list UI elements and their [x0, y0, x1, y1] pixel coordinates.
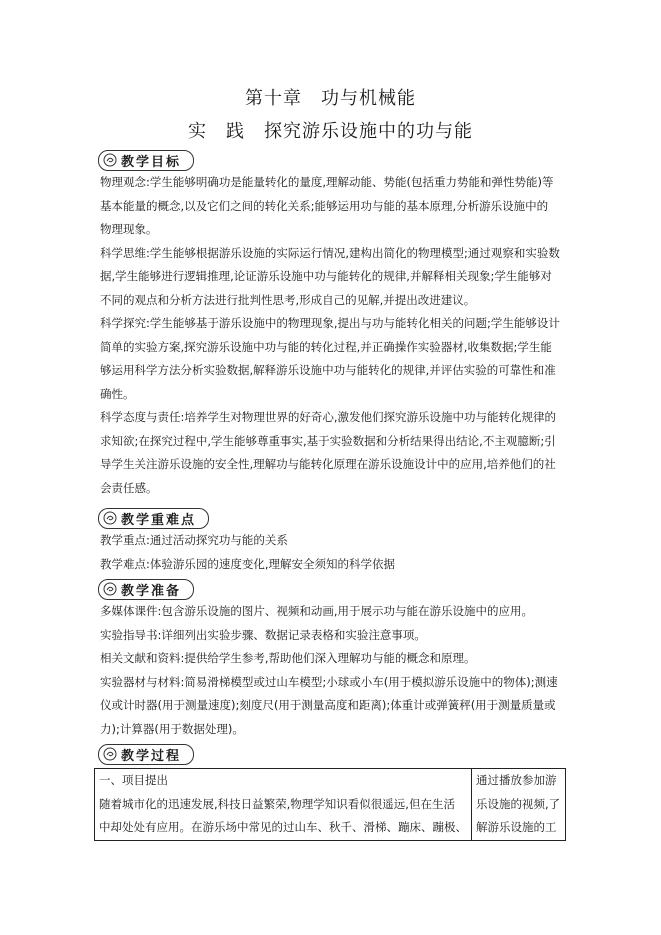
text-line: 科学态度与责任:培养学生对物理世界的好奇心,激发他们探究游乐设施中功与能转化规律的 — [100, 410, 557, 424]
section-header-process — [98, 744, 194, 764]
text-line: 科学思维:学生能够根据游乐设施的实际运行情况,建构出简化的物理模型;通过观察和实验数 — [100, 245, 560, 260]
text-line: 通过播放参加游 — [476, 773, 557, 787]
table-row — [95, 769, 566, 841]
section-label: 教学重难点 — [121, 512, 197, 528]
decorative-swirl-icon — [103, 747, 117, 761]
text-line: 一、项目提出 — [99, 773, 168, 787]
text-line: 实验器材与材料:简易滑梯模型或过山车模型;小球或小车(用于模拟游乐设施中的物体);测速 — [100, 674, 558, 689]
text-line: 相关文献和资料:提供给学生参考,帮助他们深入理解功与能的概念和原理。 — [100, 651, 476, 665]
text-line: 导学生关注游乐设施的安全性,理解功与能转化原理在游乐设施设计中的应用,培养他们的社 — [100, 457, 556, 471]
section-header-objectives — [98, 150, 194, 170]
text-line: 解游乐设施的工 — [476, 820, 557, 834]
text-line: 乐设施的视频,了 — [476, 796, 561, 811]
process-content-cell — [95, 769, 472, 841]
text-line: 据,学生能够进行逻辑推理,论证游乐设施中功与能转化的规律,并解释相关现象;学生能够对 — [100, 269, 552, 283]
section-label: 教学准备 — [121, 583, 182, 599]
text-line: 多媒体课件:包含游乐设施的图片、视频和动画,用于展示功与能在游乐设施中的应用。 — [100, 604, 534, 618]
text-line: 不同的观点和分析方法进行批判性思考,形成自己的见解,并提出改进建议。 — [100, 292, 476, 307]
section-header-preparation — [98, 579, 194, 599]
process-table — [94, 768, 566, 841]
section-badge — [98, 508, 209, 529]
text-line: 仪或计时器(用于测量速度);刻度尺(用于测量高度和距离);体重计或弹簧秤(用于测量质量或 — [100, 698, 556, 712]
text-line: 物理现象。 — [100, 222, 158, 236]
decorative-swirl-icon — [103, 511, 117, 525]
text-line: 力);计算器(用于数据处理)。 — [100, 721, 244, 736]
text-line: 科学探究:学生能够基于游乐设施中的物理现象,提出与功与能转化相关的问题;学生能够设计 — [100, 316, 560, 330]
text-line: 中却处处有应用。在游乐场中常见的过山车、秋千、滑梯、蹦床、蹦极、 — [99, 820, 467, 834]
lesson-title: 实 践 探究游乐设施中的功与能 — [188, 121, 473, 142]
process-intent-cell — [472, 769, 566, 841]
section-header-key-points — [98, 508, 209, 528]
decorative-swirl-icon — [103, 582, 117, 596]
section-badge — [98, 579, 194, 600]
text-line: 够运用科学方法分析实验数据,解释游乐设施中功与能转化的规律,并评估实验的可靠性和准 — [100, 363, 556, 377]
section-label: 教学目标 — [121, 154, 182, 170]
text-line: 教学难点:体验游乐园的速度变化,理解安全须知的科学依据 — [100, 556, 396, 571]
chapter-heading: 第十章 功与机械能 — [245, 88, 416, 109]
section-badge — [98, 744, 194, 765]
section-label: 教学过程 — [121, 748, 182, 764]
text-line: 求知欲;在探究过程中,学生能够尊重事实,基于实验数据和分析结果得出结论,不主观臆断;引 — [100, 433, 556, 448]
key-points-body — [100, 529, 565, 576]
objectives-body — [100, 171, 565, 500]
text-line: 教学重点:通过活动探究功与能的关系 — [100, 533, 288, 547]
text-line: 实验指导书:详细列出实验步骤、数据记录表格和实验注意事项。 — [100, 627, 426, 642]
text-line: 会责任感。 — [100, 480, 158, 495]
text-line: 简单的实验方案,探究游乐设施中功与能的转化过程,并正确操作实验器材,收集数据;学生能 — [100, 339, 552, 354]
text-line: 确性。 — [100, 386, 135, 401]
text-line: 基本能量的概念,以及它们之间的转化关系;能够运用功与能的基本原理,分析游乐设施中的 — [100, 198, 549, 213]
text-line: 随着城市化的迅速发展,科技日益繁荣,物理学知识看似很遥远,但在生活 — [99, 796, 455, 811]
section-badge — [98, 150, 194, 171]
text-line: 物理观念:学生能够明确功是能量转化的量度,理解动能、势能(包括重力势能和弹性势能)等 — [100, 175, 554, 189]
decorative-swirl-icon — [103, 153, 117, 167]
preparation-body — [100, 600, 565, 741]
